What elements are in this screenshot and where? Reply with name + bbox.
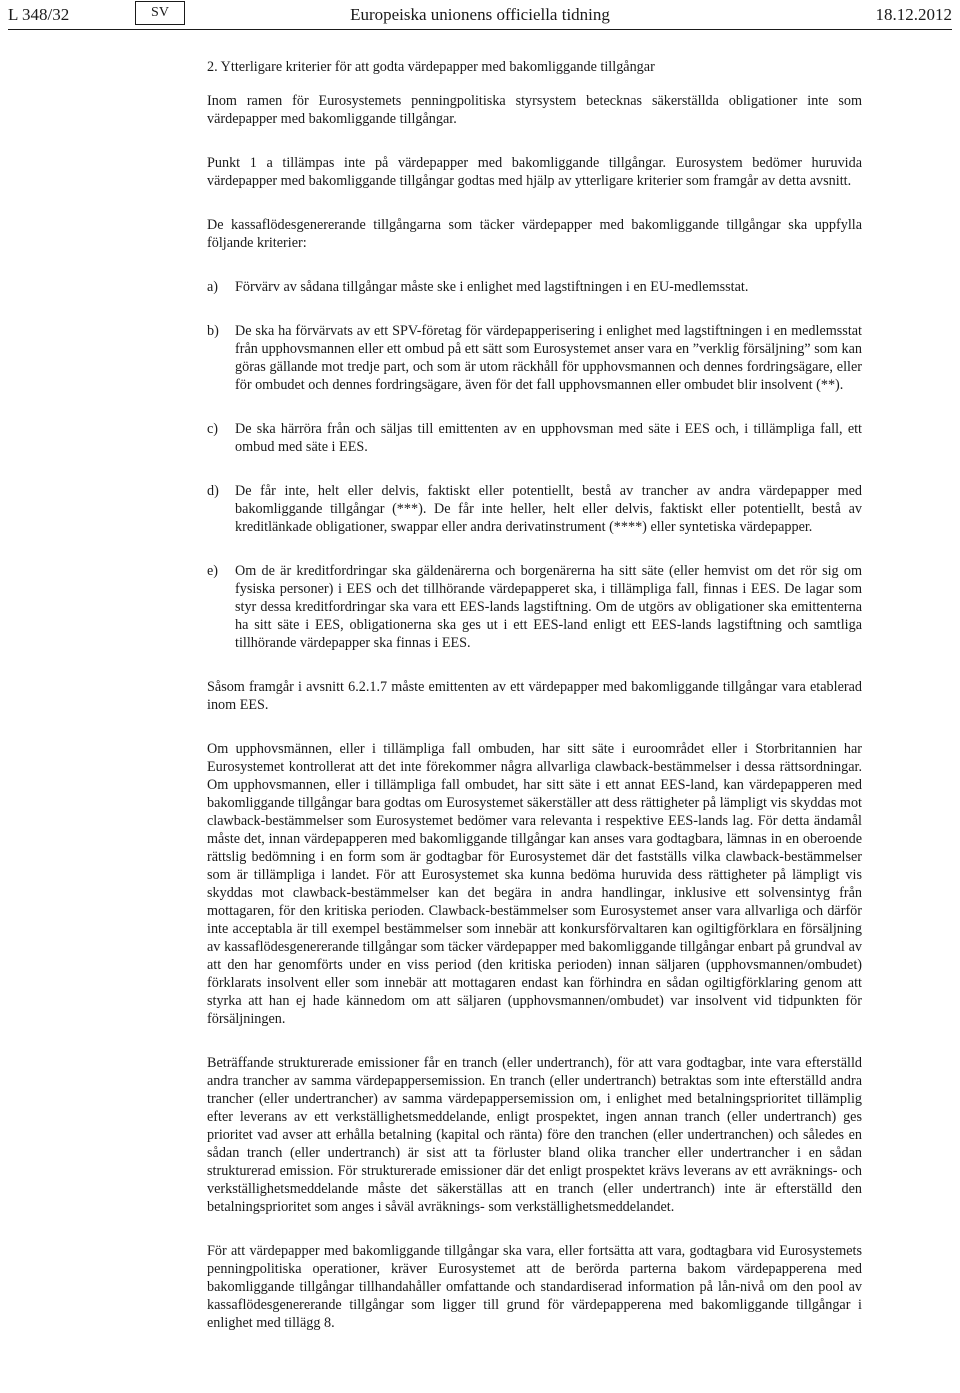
document-body [207,58,862,1332]
criterion-b [207,322,862,394]
criterion-text: De ska härröra från och säljas till emittenten av en upphovsman med säte i EES och, i tillämpliga fall, ett ombud med säte i EES. [235,421,862,455]
page-header [0,0,960,30]
criterion-label: e) [207,563,219,579]
criterion-label: a) [207,279,219,295]
publication-date: 18.12.2012 [875,5,952,24]
language-badge: SV [135,1,185,25]
paragraph-3: De kassaflödesgenererande tillgångarna som täcker värdepapper med bakomliggande tillgångar ska uppfylla följande kriterier: [207,217,862,251]
page-reference: L 348/32 [8,5,70,24]
paragraph-5: Om upphovsmännen, eller i tillämpliga fall ombuden, har sitt säte i euroområdet eller i Storbritannien har Eurosystemet kontrollerat att det inte förekommer några allvarliga clawback-bestämmelser i dessa rättsordningar. Om upphovsmannen, eller i tillämpliga fall ombudet, har sitt säte i ett annat EES-land, kan värdepapperen med bakomliggande tillgångar bara godtas om Eurosystemet säkerställer att dess rättigheter på lämpligt vis skyddas mot clawback-bestämmelser som Eurosystemet bedömer vara relevanta i respektive EES-lands lag. För detta ändamål måste det, innan värdepapperen med bakomliggande tillgångar kan anses vara godtagbara, lämnas in en oberoende rättslig bedömning i en form som är godtagbar för Eurosystemet där det fastställs vilka clawback-bestämmelser som är tillämpliga i landet. För att Eurosystemet ska kunna bedöma huruvida dess rättigheter på lämpligt vis skyddas mot clawback-bestämmelser kan det begära in andra handlingar, inklusive ett solvensintyg från mottagaren, för den kritiska perioden. Clawback-bestämmelser som Eurosystemet anser vara allvarliga och därför inte acceptabla är till exempel bestämmelser som innebär att konkursförvaltaren kan ogiltigförklara en försäljning av kassaflödesgenererande tillgångar som täcker värdepapper med bakomliggande tillgångar enbart på grundval av att den har genomförts under en viss period (den kritiska perioden) innan säljaren (upphovsmannen/ombudet) förklarats insolvent eller som innebär att mottagaren endast kan förhindra en sådan ogiltigförklaring genom att styrka att han ej hade kännedom om att säljaren (upphovsmannen/ombudet) var insolvent vid tidpunkten för försäljningen. [207,741,862,1027]
criterion-e [207,562,862,652]
paragraph-4: Såsom framgår i avsnitt 6.2.1.7 måste emittenten av ett värdepapper med bakomliggande tillgångar vara etablerad inom EES. [207,679,862,713]
section-heading [207,58,862,76]
criterion-c [207,420,862,456]
paragraph-2: Punkt 1 a tillämpas inte på värdepapper med bakomliggande tillgångar. Eurosystem bedömer huruvida värdepapper med bakomliggande tillgångar godtas med hjälp av ytterligare kriterier som framgår av detta avsnitt. [207,155,862,189]
header-rule [8,29,952,30]
criterion-text: De får inte, helt eller delvis, faktiskt eller potentiellt, bestå av trancher av andra värdepapper med bakomliggande tillgångar (***). De får inte heller, helt eller delvis, faktiskt eller potentiellt, bestå av kreditlänkade obligationer, swappar eller andra derivatinstrument (****) eller syntetiska värdepapper. [235,483,862,535]
journal-title: Europeiska unionens officiella tidning [350,5,610,24]
criterion-label: b) [207,323,219,339]
section-number: 2. [207,59,218,75]
criterion-a [207,278,862,296]
paragraph-7: För att värdepapper med bakomliggande tillgångar ska vara, eller fortsätta att vara, godtagbara vid Eurosystemets penningpolitiska operationer, kräver Eurosystemet att de berörda parterna bakom värdepapperena med bakomliggande tillgångar tillhandahåller omfattande och standardiserad information på lån-nivå om den pool av kassaflödesgenererande tillgångar som ligger till grund för värdepapperena med bakomliggande tillgångar i enlighet med tillägg 8. [207,1243,862,1331]
paragraph-6: Beträffande strukturerade emissioner får en tranch (eller undertranch), för att vara godtagbar, inte vara efterställd andra trancher av samma värdepappersemission. En tranch (eller undertranch) betraktas som inte efterställd andra trancher (eller undertrancher) av samma värdepappersemission om, i enlighet med betalningsprioritet tillämplig efter leverans av ett verkställighetsmeddelande, enligt prospektet, ingen annan tranch (eller undertranch) ges prioritet vad avser att erhålla betalning (kapital och ränta) före den tranchen (eller undertranchen) och således en sådan tranch (eller undertranch) är sist att ta förluster bland olika trancher eller undertrancher i en sådan strukturerad emission. För strukturerade emissioner där det enligt prospektet krävs leverans av ett avräknings- och verkställighetsmeddelande måste det säkerställas att en tranch (eller undertranch) inte är efterställd den betalningsprioritet som anges i såväl avräknings- som verkställighetsmeddelandet. [207,1055,862,1215]
section-title: Ytterligare kriterier för att godta värdepapper med bakomliggande tillgångar [220,59,655,75]
criterion-text: De ska ha förvärvats av ett SPV-företag för värdepapperisering i enlighet med lagstiftningen i en medlemsstat från upphovsmannen eller ett ombud på ett sätt som Eurosystemet anser vara en ”verklig försäljning” som kan göras gällande mot tredje part, och som är utom räckhåll för upphovsmannen och dennes fordringsägare, eller för ombudet och dennes fordringsägare, även för det fall upphovsmannen eller ombudet blir insolvent (**). [235,323,862,393]
criterion-d [207,482,862,536]
paragraph-1: Inom ramen för Eurosystemets penningpolitiska styrsystem betecknas säkerställda obligationer inte som värdepapper med bakomliggande tillgångar. [207,93,862,127]
criterion-text: Om de är kreditfordringar ska gäldenärerna och borgenärerna ha sitt säte (eller hemvist om det rör sig om fysiska personer) i EES och det tillhörande värdepapperet ska, i tillämpliga fall, finnas i EES. De lagar som styr dessa kreditfordringar ska vara ett EES-lands lagstiftning. Om de utgörs av obligationer ska emittenterna ha sitt säte i EES, obligationerna ska ges ut i ett EES-land enligt ett EES-lands lagstiftning och samtliga tillhörande värdepapper ska finnas i EES. [235,563,862,651]
criterion-label: d) [207,483,219,499]
criterion-label: c) [207,421,219,437]
criterion-text: Förvärv av sådana tillgångar måste ske i enlighet med lagstiftningen i en EU-medlemsstat. [235,279,749,295]
